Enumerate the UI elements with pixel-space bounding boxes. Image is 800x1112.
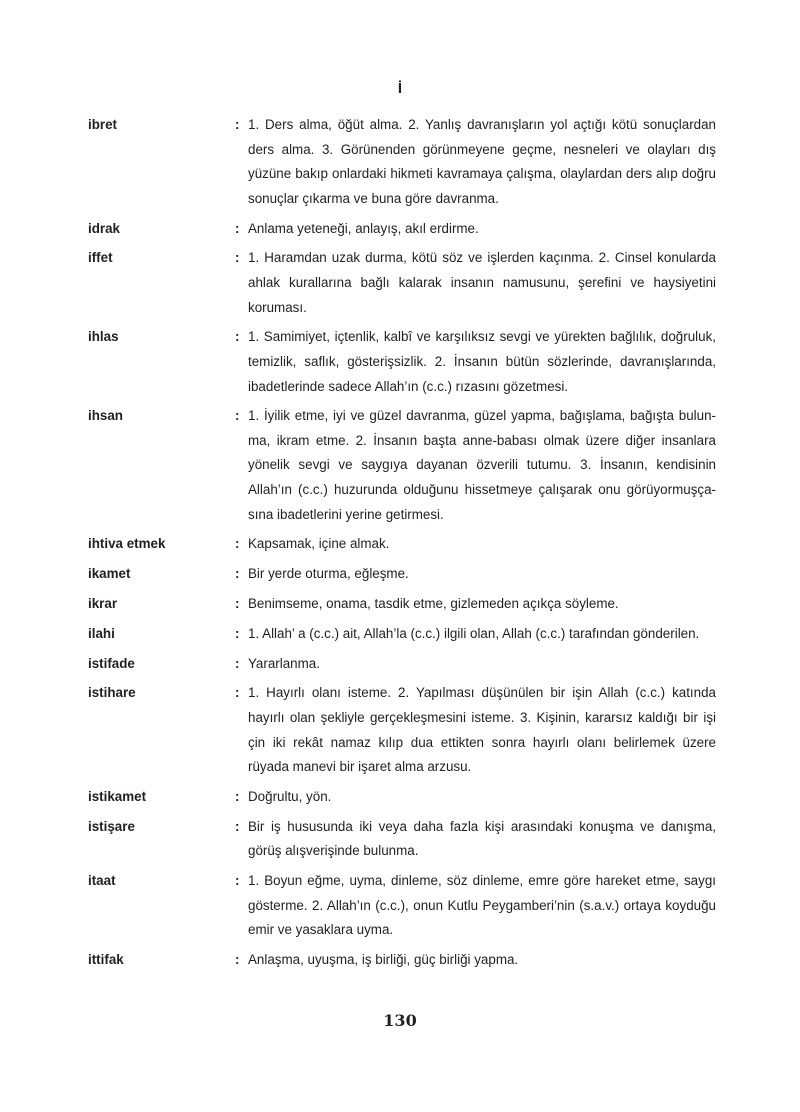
glossary-entry-istikamet [88, 785, 716, 810]
glossary-entry-iffet [88, 246, 716, 320]
glossary-term: itaat [88, 873, 116, 889]
glossary-entry-ittifak [88, 948, 716, 973]
glossary-term: ilahi [88, 625, 115, 641]
term-separator: : [235, 818, 240, 834]
glossary-entry-ibret [88, 113, 716, 211]
glossary-term: ihlas [88, 329, 119, 345]
glossary-definition: 1. Samimiyet, içtenlik, kalbî ve karşılıksız sevgi ve yürekten bağlılık, doğruluk, temizlik, saflık, gösterişsizlik. 2. İnsanın bütün sözlerinde, davranışlarında, ibadetlerinde sadece Allah’ın (c.c.) rızasını gözetmesi. [248, 329, 716, 394]
glossary-definition: Benimseme, onama, tasdik etme, gizlemeden açıkça söyleme. [248, 596, 619, 611]
glossary-definition: 1. Ders alma, öğüt alma. 2. Yanlış davranışların yol açtığı kötü sonuçlardan ders alma. 3. Görünenden görünmeyene geçme, nesneleri ve olayları dış yüzüne bakıp onlardaki hikmeti kavramaya çalışma, olaylardan ders alıp doğru sonuçlar çıkarma ve buna göre davranma. [248, 117, 716, 206]
glossary-definition: 1. Allah’ a (c.c.) ait, Allah’la (c.c.) ilgili olan, Allah (c.c.) tarafından gönderilen. [248, 625, 700, 641]
glossary-term: istihare [88, 685, 136, 701]
glossary-definition: 1. Haramdan uzak durma, kötü söz ve işlerden kaçınma. 2. Cinsel konularda ahlak kurallarına bağlı kalarak insanın namusunu, şerefini ve haysiyetini koruması. [248, 250, 716, 315]
section-letter-heading: İ [397, 80, 403, 97]
glossary-term: istikamet [88, 788, 147, 804]
glossary-term: ikrar [88, 596, 118, 611]
glossary-definition: 1. Hayırlı olanı isteme. 2. Yapılması düşünülen bir işin Allah (c.c.) katında hayırlı olan şekliyle gerçekleşmesini isteme. 3. Kişinin, kararsız kaldığı bir işi çin iki rekât namaz kılıp dua ettikten sonra hayırlı olanı belirlemek üzere rüyada manevi bir işaret alma arzusu. [248, 685, 716, 775]
glossary-term: ittifak [88, 952, 124, 968]
glossary-term: ihtiva etmek [88, 536, 166, 552]
glossary-entry-istihare [88, 681, 716, 779]
term-separator: : [235, 625, 240, 641]
term-separator: : [235, 655, 240, 671]
term-separator: : [235, 250, 240, 266]
glossary-entry-istifade [88, 652, 716, 677]
term-separator: : [235, 220, 240, 236]
glossary-definition: Bir iş hususunda iki veya daha fazla kişi arasındaki konuşma ve danışma, görüş alışverişinde bulunma. [248, 818, 716, 859]
glossary-entry-ihlas [88, 325, 716, 399]
term-separator: : [235, 566, 240, 582]
glossary-entry-ikrar [88, 592, 716, 617]
glossary-term: ihsan [88, 408, 123, 424]
glossary-term: iffet [88, 250, 113, 266]
glossary-term: ikamet [88, 566, 131, 582]
term-separator: : [235, 873, 240, 889]
glossary-entry-ihtiva-etmek [88, 532, 716, 557]
page-number: 130 [383, 1011, 417, 1030]
glossary-definition: 1. Boyun eğme, uyma, dinleme, söz dinleme, emre göre hareket etme, saygı gösterme. 2. Allah’ın (c.c.), onun Kutlu Peygamberi’nin (s.a.v.) ortaya koyduğu emir ve yasaklara uyma. [248, 873, 716, 938]
glossary-definition: 1. İyilik etme, iyi ve güzel davranma, güzel yapma, bağışlama, bağışta bulunma, ikram etme. 2. İnsanın başta anne-babası olmak üzere diğer insanlara yönelik sevgi ve saygıya dayanan özverili tutumu. 3. İnsanın, kendisinin Allah’ın (c.c.) huzurunda olduğunu hissetmeye çalışarak onu görüyormuşçasına ibadetlerini yerine getirmesi. [248, 408, 716, 522]
term-separator: : [235, 952, 240, 968]
glossary-definition: Bir yerde oturma, eğleşme. [248, 566, 409, 582]
term-separator: : [235, 117, 240, 132]
glossary-list [88, 113, 716, 978]
glossary-entry-ihsan [88, 404, 716, 527]
term-separator: : [235, 329, 240, 345]
glossary-definition: Kapsamak, içine almak. [248, 536, 390, 552]
glossary-term: istişare [88, 818, 135, 834]
glossary-entry-idrak [88, 217, 716, 242]
glossary-entry-ikamet [88, 562, 716, 587]
glossary-definition: Anlama yeteneği, anlayış, akıl erdirme. [248, 220, 479, 236]
glossary-entry-ilahi [88, 622, 716, 647]
glossary-definition: Yararlanma. [248, 655, 320, 671]
glossary-term: istifade [88, 655, 135, 671]
glossary-entry-itaat [88, 869, 716, 943]
glossary-entry-istisare [88, 815, 716, 864]
glossary-term: ibret [88, 117, 118, 132]
glossary-definition: Anlaşma, uyuşma, iş birliği, güç birliği yapma. [248, 952, 519, 968]
term-separator: : [235, 408, 240, 424]
term-separator: : [235, 685, 240, 701]
glossary-definition: Doğrultu, yön. [248, 788, 332, 804]
term-separator: : [235, 788, 240, 804]
glossary-term: idrak [88, 220, 121, 236]
term-separator: : [235, 536, 240, 552]
term-separator: : [235, 596, 240, 611]
